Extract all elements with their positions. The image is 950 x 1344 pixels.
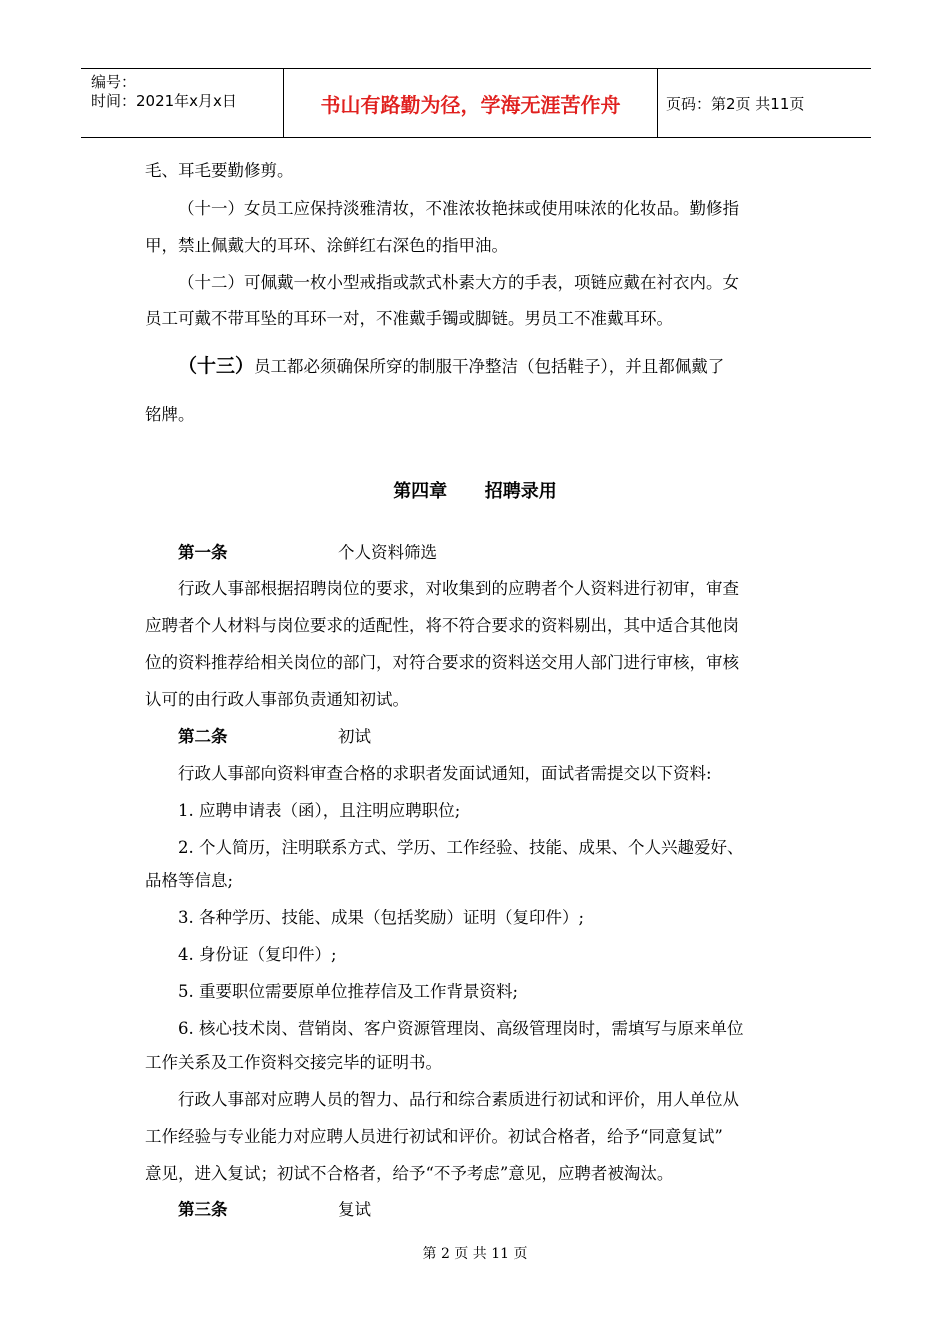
paragraph-13-line-1	[145, 348, 838, 385]
article-3-label: 第三条	[178, 1200, 228, 1219]
article-1-label: 第一条	[178, 543, 228, 562]
header-meta	[81, 69, 284, 137]
paragraph-12-line-1: （十二）可佩戴一枚小型戒指或款式朴素大方的手表，项链应戴在衬衣内。女	[178, 273, 739, 292]
article-3-heading	[178, 1191, 371, 1228]
article-2-title: 初试	[338, 727, 371, 746]
article-2-heading	[178, 718, 371, 755]
paragraph-13-label: （十三）	[178, 355, 255, 377]
evaluation-line-1: 行政人事部对应聘人员的智力、品行和综合素质进行初试和评价，用人单位从	[178, 1090, 739, 1109]
paragraph-11-line-1: （十一）女员工应保持淡雅清妆，不准浓妆艳抹或使用味浓的化妆品。勤修指	[178, 199, 739, 218]
article-1-line-1: 行政人事部根据招聘岗位的要求，对收集到的应聘者个人资料进行初审，审查	[178, 579, 739, 598]
article-1-title: 个人资料筛选	[338, 543, 437, 562]
paragraph-12-line-2: 员工可戴不带耳坠的耳环一对，不准戴手镯或脚链。男员工不准戴耳环。	[145, 309, 673, 328]
page-footer: 第 2 页 共 11 页	[422, 1246, 528, 1262]
evaluation-line-2: 工作经验与专业能力对应聘人员进行初试和评价。初试合格者，给予“同意复试”	[145, 1127, 723, 1146]
header-motto: 书山有路勤为径，学海无涯苦作舟	[284, 69, 658, 137]
paragraph-11-line-2: 甲，禁止佩戴大的耳环、涂鲜红右深色的指甲油。	[145, 236, 508, 255]
article-1-line-3: 位的资料推荐给相关岗位的部门，对符合要求的资料送交用人部门进行审核，审核	[145, 653, 739, 672]
list-item-6-line-2: 工作关系及工作资料交接完毕的证明书。	[145, 1053, 442, 1072]
list-item-1: 1. 应聘申请表（函），且注明应聘职位;	[178, 801, 461, 820]
article-1-line-4: 认可的由行政人事部负责通知初试。	[145, 690, 409, 709]
header-page-info: 页码：第2页 共11页	[666, 94, 805, 113]
list-item-3: 3. 各种学历、技能、成果（包括奖励）证明（复印件）;	[178, 908, 585, 927]
article-3-title: 复试	[338, 1200, 371, 1219]
evaluation-line-3: 意见，进入复试；初试不合格者，给予“不予考虑”意见，应聘者被淘汰。	[145, 1164, 674, 1183]
list-item-2-line-1: 2. 个人简历，注明联系方式、学历、工作经验、技能、成果、个人兴趣爱好、	[178, 838, 744, 857]
paragraph-13-text: 员工都必须确保所穿的制服干净整洁（包括鞋子），并且都佩戴了	[254, 357, 725, 376]
page-header	[81, 68, 871, 138]
list-item-6-line-1: 6. 核心技术岗、营销岗、客户资源管理岗、高级管理岗时，需填写与原来单位	[178, 1019, 744, 1038]
list-item-4: 4. 身份证（复印件）;	[178, 945, 337, 964]
article-2-label: 第二条	[178, 727, 228, 746]
list-item-2-line-2: 品格等信息;	[145, 871, 234, 890]
doc-number-label: 编号：	[91, 73, 137, 91]
article-1-line-2: 应聘者个人材料与岗位要求的适配性，将不符合要求的资料剔出，其中适合其他岗	[145, 616, 739, 635]
paragraph-13-line-2: 铭牌。	[145, 405, 195, 424]
paragraph-line: 毛、耳毛要勤修剪。	[145, 161, 294, 180]
chapter-title: 第四章 招聘录用	[393, 481, 557, 502]
doc-time-label: 时间：2021年x月x日	[91, 92, 237, 110]
article-2-intro: 行政人事部向资料审查合格的求职者发面试通知，面试者需提交以下资料:	[178, 764, 712, 783]
list-item-5: 5. 重要职位需要原单位推荐信及工作背景资料;	[178, 982, 519, 1001]
article-1-heading	[178, 534, 437, 571]
